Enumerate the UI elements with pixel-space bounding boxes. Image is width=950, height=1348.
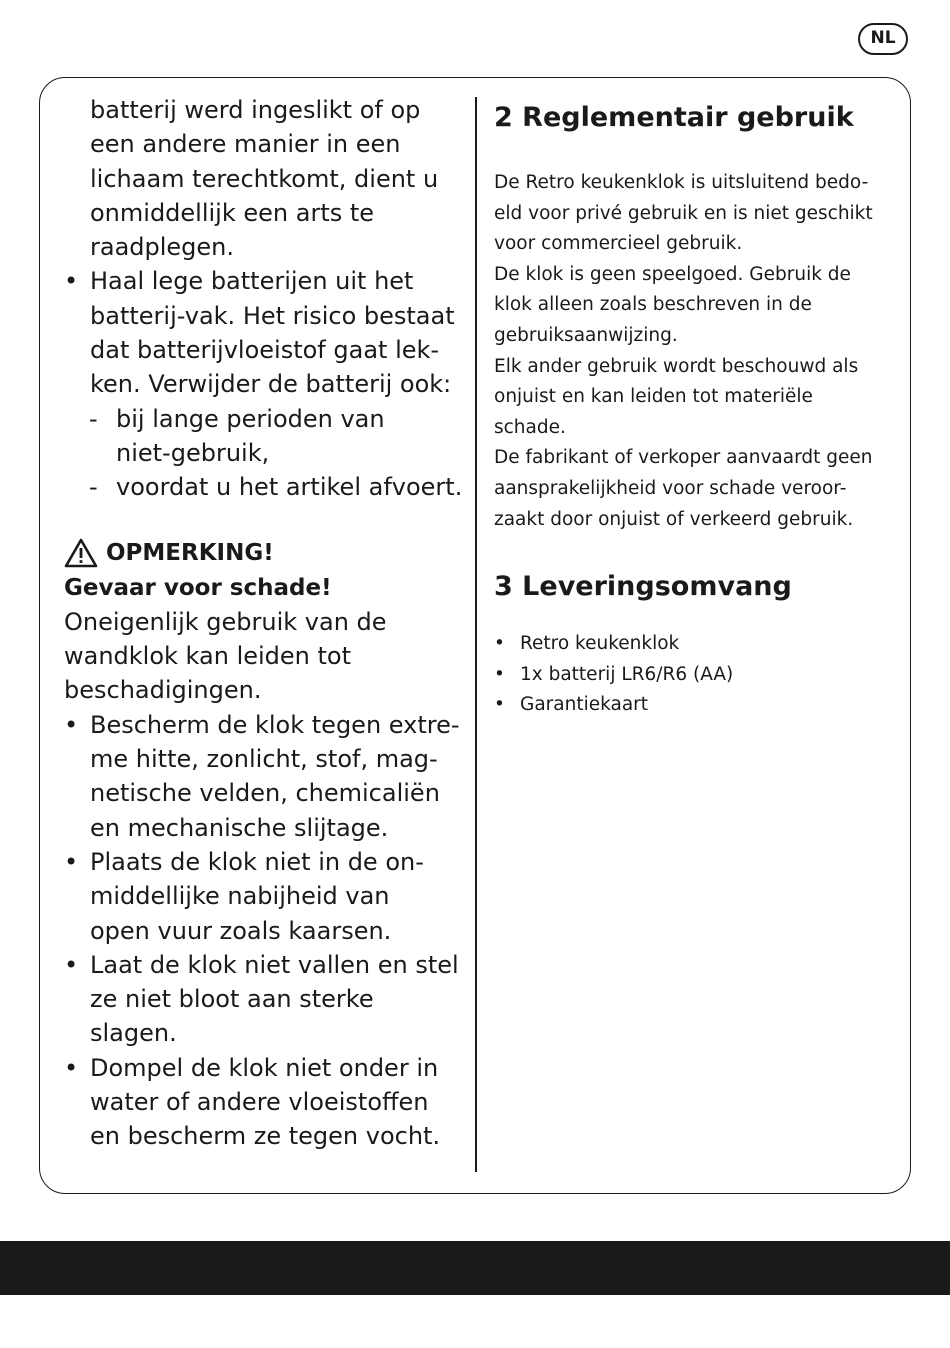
text-line: onjuist en kan leiden tot materiële xyxy=(494,386,813,408)
bullet-marker: • xyxy=(64,950,79,979)
text-line: voor commercieel gebruik. xyxy=(494,233,743,255)
text-line: gebruiksaanwijzing. xyxy=(494,324,678,346)
text-line: water of andere vloeistoffen xyxy=(90,1088,429,1117)
footer-band xyxy=(0,1241,950,1295)
list-item xyxy=(64,948,464,1051)
text-line: en mechanische slijtage. xyxy=(90,813,389,842)
section-2-title: 2 Reglementair gebruik xyxy=(494,102,854,133)
text-line: schade. xyxy=(494,416,566,438)
bullet-marker: • xyxy=(494,663,505,685)
text-line: ken. Verwijder de batterij ook: xyxy=(90,370,452,399)
bullet-marker: • xyxy=(64,267,79,296)
text-line: Laat de klok niet vallen en stel xyxy=(90,950,459,979)
list-item xyxy=(494,629,894,660)
text-line: klok alleen zoals beschreven in de xyxy=(494,294,812,316)
text-line: De Retro keukenklok is uitsluitend bedo- xyxy=(494,172,869,193)
text-line: bij lange perioden van xyxy=(116,404,385,433)
text-line: onmiddellijk een arts te xyxy=(90,198,375,227)
text-line: Dompel de klok niet onder in xyxy=(90,1053,439,1082)
text-line: raadplegen. xyxy=(90,233,235,262)
text-line: open vuur zoals kaarsen. xyxy=(90,916,392,945)
text-line: lichaam terechtkomt, dient u xyxy=(90,164,439,193)
bullet-marker: • xyxy=(64,1053,79,1082)
notice-subtitle: Gevaar voor schade! xyxy=(64,574,332,601)
list-item xyxy=(64,708,464,845)
bullet-marker: • xyxy=(494,694,505,716)
sub-list-item xyxy=(64,402,464,471)
list-item-label: 1x batterij LR6/R6 (AA) xyxy=(520,663,734,685)
text-line: voordat u het artikel afvoert. xyxy=(116,473,463,502)
section-2-body xyxy=(494,168,894,535)
battery-intro xyxy=(64,93,464,264)
right-column xyxy=(494,100,894,721)
text-line: ze niet bloot aan sterke xyxy=(90,985,374,1014)
sub-list-item xyxy=(64,470,464,504)
text-line: slagen. xyxy=(90,1019,177,1048)
list-item-label: Retro keukenklok xyxy=(520,633,680,655)
list-item xyxy=(64,264,464,401)
left-column xyxy=(64,93,464,1154)
text-line: Haal lege batterijen uit het xyxy=(90,267,414,296)
list-item xyxy=(494,660,894,691)
notice-heading xyxy=(64,535,464,571)
text-line: wandklok kan leiden tot xyxy=(64,642,352,671)
section-3-title: 3 Leveringsomvang xyxy=(494,571,792,603)
text-line: middellijke nabijheid van xyxy=(90,882,390,911)
text-line: zaakt door onjuist of verkeerd gebruik. xyxy=(494,508,854,530)
language-badge: NL xyxy=(858,23,908,55)
text-line: en bescherm ze tegen vocht. xyxy=(90,1122,441,1151)
text-line: batterij werd ingeslikt of op xyxy=(90,96,421,124)
text-line: Oneigenlijk gebruik van de xyxy=(64,607,387,636)
bullet-marker: • xyxy=(64,847,79,876)
column-divider xyxy=(475,97,477,1172)
text-line: beschadigingen. xyxy=(64,676,262,705)
text-line: Plaats de klok niet in de on- xyxy=(90,847,424,876)
text-line: een andere manier in een xyxy=(90,130,401,159)
text-line: aansprakelijkheid voor schade veroor- xyxy=(494,477,847,499)
list-item xyxy=(494,690,894,721)
delivery-list xyxy=(494,629,894,721)
text-line: netische velden, chemicaliën xyxy=(90,779,440,808)
list-item-label: Garantiekaart xyxy=(520,694,649,716)
list-item xyxy=(64,845,464,948)
text-line: Bescherm de klok tegen extre- xyxy=(90,710,460,739)
text-line: De klok is geen speelgoed. Gebruik de xyxy=(494,263,851,285)
notice-intro xyxy=(64,605,464,708)
list-item xyxy=(64,1051,464,1154)
dash-marker: - xyxy=(89,404,98,433)
text-line: eld voor privé gebruik en is niet geschikt xyxy=(494,202,873,224)
warning-triangle-icon xyxy=(64,538,98,568)
text-line: me hitte, zonlicht, stof, mag- xyxy=(90,745,438,774)
text-line: De fabrikant of verkoper aanvaardt geen xyxy=(494,447,873,469)
text-line: dat batterijvloeistof gaat lek- xyxy=(90,336,440,365)
dash-marker: - xyxy=(89,473,98,502)
bullet-marker: • xyxy=(64,710,79,739)
text-line: batterij-vak. Het risico bestaat xyxy=(90,301,455,330)
text-line: niet-gebruik, xyxy=(116,438,270,467)
text-line: Elk ander gebruik wordt beschouwd als xyxy=(494,355,859,377)
bullet-marker: • xyxy=(494,633,505,655)
notice-title: OPMERKING! xyxy=(106,539,274,566)
